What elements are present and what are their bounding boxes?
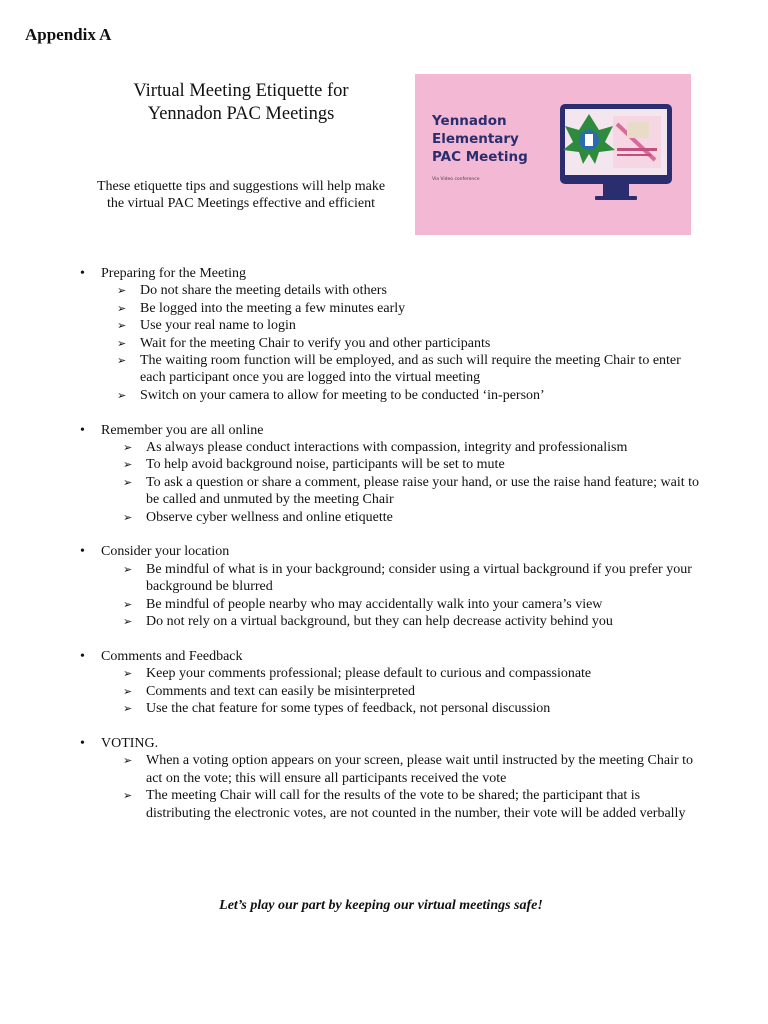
list-item-text: Be mindful of people nearby who may accidentally walk into your camera’s view: [146, 596, 603, 612]
arrow-bullet-icon: ➢: [123, 615, 133, 629]
list-item-text: To ask a question or share a comment, please raise your hand, or use the raise hand feature; wait to be called and unmuted by the meeting Chair: [146, 474, 699, 508]
intro-text: [84, 178, 398, 212]
section-heading: [80, 543, 700, 560]
list-item: [80, 665, 700, 682]
list-item: [80, 474, 700, 509]
arrow-bullet-icon: ➢: [123, 441, 133, 455]
section-heading-text: Remember you are all online: [101, 422, 264, 438]
meeting-banner-image: [415, 74, 691, 235]
list-item: [80, 596, 700, 613]
list-item-text: Switch on your camera to allow for meeting to be conducted ‘in-person’: [140, 387, 545, 403]
arrow-bullet-icon: ➢: [117, 319, 127, 333]
arrow-bullet-icon: ➢: [117, 354, 127, 368]
section-heading-text: Consider your location: [101, 544, 230, 560]
list-item: [80, 700, 700, 717]
list-item-text: Do not share the meeting details with others: [140, 283, 387, 299]
arrow-bullet-icon: ➢: [117, 388, 127, 402]
section-heading: [80, 735, 700, 752]
bullet-icon: •: [80, 422, 85, 438]
banner-title-line-2: Elementary: [432, 131, 519, 147]
list-item: [80, 613, 700, 630]
section: [80, 735, 700, 822]
list-item: [80, 683, 700, 700]
list-item: [80, 335, 700, 352]
section-heading: [80, 648, 700, 665]
arrow-bullet-icon: ➢: [123, 702, 133, 716]
intro-line-2: the virtual PAC Meetings effective and efficient: [106, 196, 375, 211]
section-items: [80, 282, 700, 404]
arrow-bullet-icon: ➢: [123, 789, 133, 803]
title-line-2: Yennadon PAC Meetings: [147, 104, 335, 124]
list-item-text: Use your real name to login: [140, 318, 296, 334]
title-line-1: Virtual Meeting Etiquette for: [133, 81, 349, 101]
arrow-bullet-icon: ➢: [117, 301, 127, 315]
bullet-icon: •: [80, 544, 85, 560]
section-items: [80, 439, 700, 526]
closing-statement: Let’s play our part by keeping our virtual meetings safe!: [219, 898, 543, 913]
arrow-bullet-icon: ➢: [123, 562, 133, 576]
list-item: [80, 300, 700, 317]
arrow-bullet-icon: ➢: [123, 475, 133, 489]
list-item: [80, 352, 700, 387]
list-item-text: When a voting option appears on your screen, please wait until instructed by the meeting Chair to act on the vote; this will ensure all participants received the vote: [146, 753, 694, 786]
list-item-text: Wait for the meeting Chair to verify you and other participants: [140, 335, 491, 351]
banner-title: [432, 112, 572, 166]
arrow-bullet-icon: ➢: [117, 284, 127, 298]
list-item: [80, 787, 700, 822]
bullet-icon: •: [80, 648, 85, 664]
etiquette-sections: [80, 265, 700, 839]
list-item: [80, 387, 700, 404]
list-item-text: The waiting room function will be employed, and as such will require the meeting Chair to enter each participant once you are logged into the virtual meeting: [140, 353, 681, 386]
arrow-bullet-icon: ➢: [123, 754, 133, 768]
list-item-text: Use the chat feature for some types of feedback, not personal discussion: [146, 701, 551, 717]
computer-monitor-icon: [555, 100, 680, 205]
section: [80, 265, 700, 404]
list-item: [80, 456, 700, 473]
document-title: [96, 80, 386, 126]
list-item-text: Be logged into the meeting a few minutes early: [140, 300, 406, 316]
banner-subtitle: Via Video conference: [432, 177, 480, 182]
section-items: [80, 752, 700, 822]
arrow-bullet-icon: ➢: [123, 510, 133, 524]
arrow-bullet-icon: ➢: [123, 684, 133, 698]
section-heading: [80, 422, 700, 439]
list-item-text: Observe cyber wellness and online etiquette: [146, 509, 393, 525]
bullet-icon: •: [80, 266, 85, 281]
section: [80, 422, 700, 526]
list-item-text: Do not rely on a virtual background, but they can help decrease activity behind you: [146, 614, 613, 630]
arrow-bullet-icon: ➢: [123, 667, 133, 681]
list-item: [80, 561, 700, 596]
intro-line-1: These etiquette tips and suggestions will help make: [96, 179, 386, 194]
list-item-text: The meeting Chair will call for the results of the vote to be shared; the participant that is distributing the electronic votes, are not counted in the number, their vote will be added verbally: [146, 788, 686, 821]
banner-title-line-1: Yennadon: [432, 113, 507, 129]
section-heading-text: Preparing for the Meeting: [101, 266, 247, 281]
arrow-bullet-icon: ➢: [123, 458, 133, 472]
arrow-bullet-icon: ➢: [117, 336, 127, 350]
section-heading-text: Comments and Feedback: [101, 648, 243, 664]
appendix-label: Appendix A: [25, 25, 112, 44]
section-heading-text: VOTING.: [101, 735, 159, 751]
bullet-icon: •: [80, 735, 85, 751]
section-heading: [80, 265, 700, 282]
section: [80, 543, 700, 630]
list-item-text: As always please conduct interactions with compassion, integrity and professionalism: [146, 440, 628, 456]
list-item: [80, 509, 700, 526]
arrow-bullet-icon: ➢: [123, 597, 133, 611]
list-item: [80, 439, 700, 456]
section-items: [80, 665, 700, 717]
list-item-text: To help avoid background noise, participants will be set to mute: [146, 457, 505, 473]
list-item: [80, 317, 700, 334]
list-item: [80, 282, 700, 299]
banner-title-line-3: PAC Meeting: [432, 149, 528, 165]
list-item: [80, 752, 700, 787]
section: [80, 648, 700, 718]
list-item-text: Keep your comments professional; please default to curious and compassionate: [146, 666, 592, 682]
section-items: [80, 561, 700, 631]
list-item-text: Comments and text can easily be misinterpreted: [146, 683, 416, 699]
list-item-text: Be mindful of what is in your background; consider using a virtual background if you prefer your background be blurred: [146, 561, 692, 595]
